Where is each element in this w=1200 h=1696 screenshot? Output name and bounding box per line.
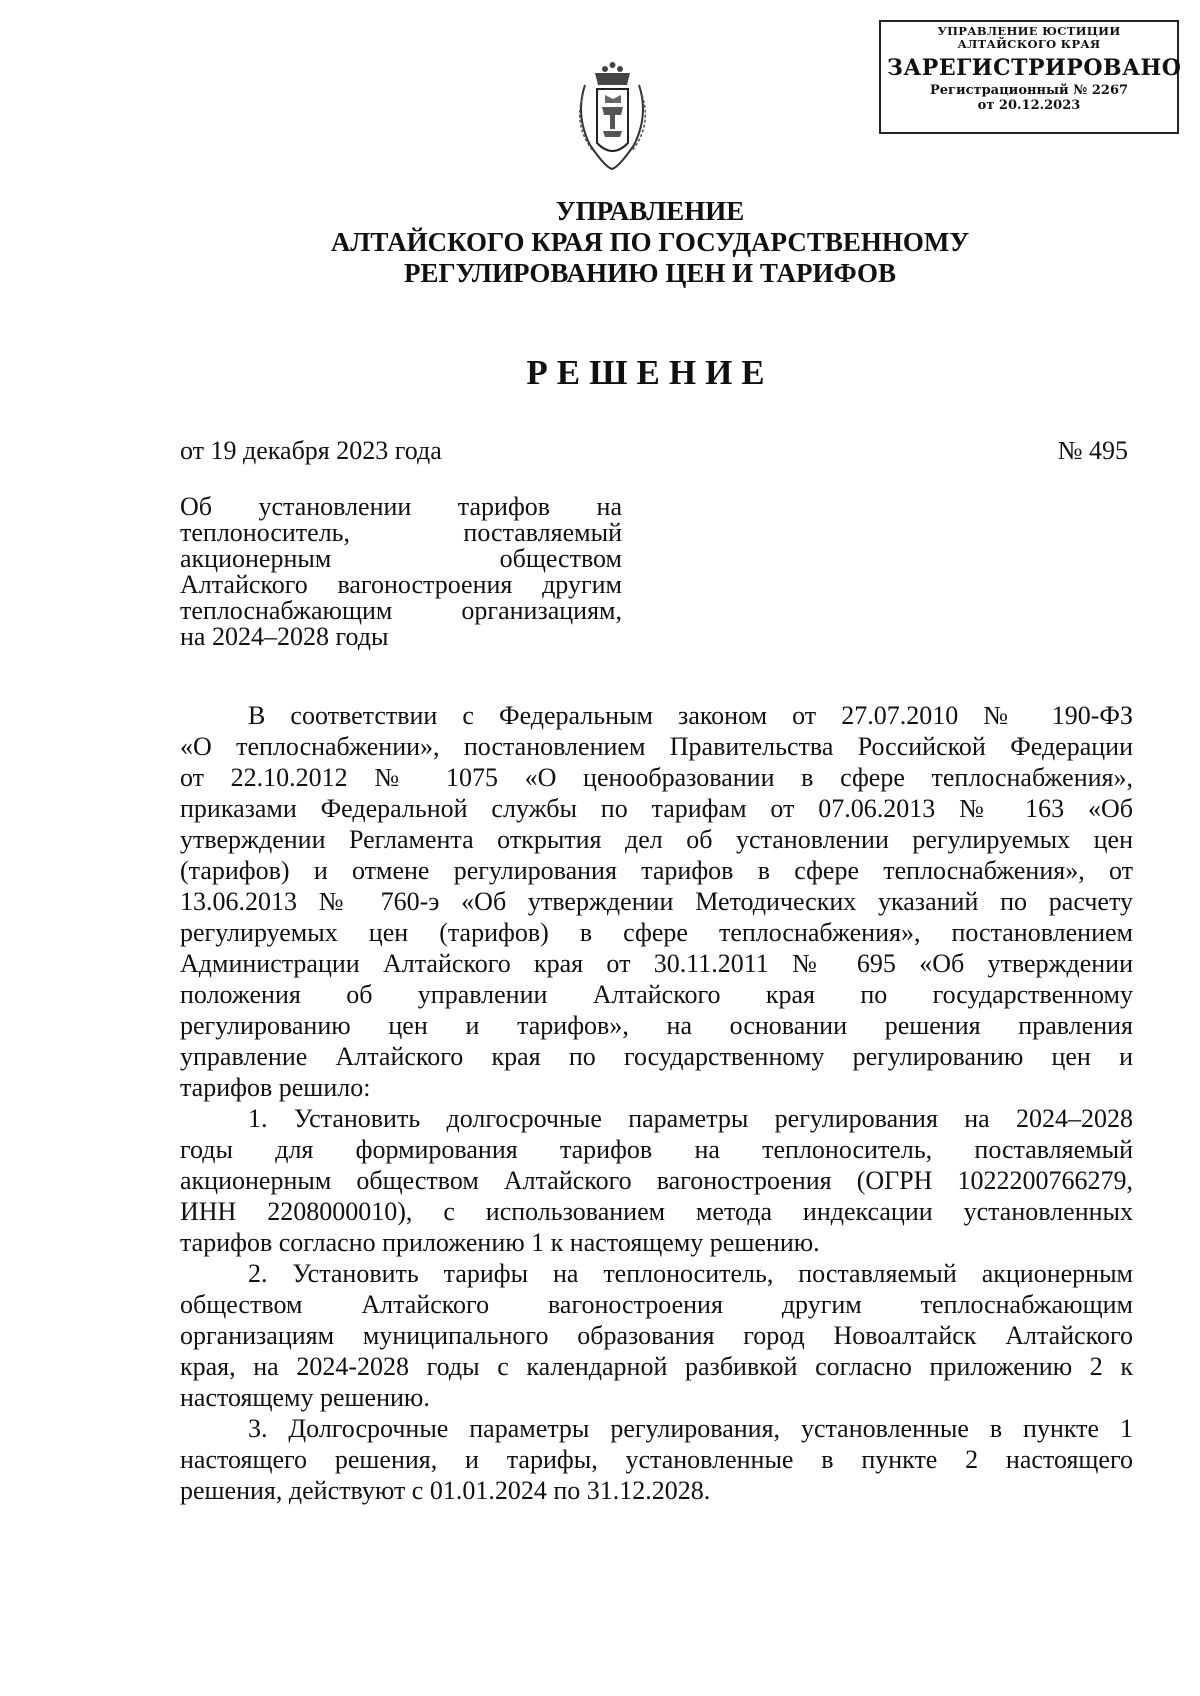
body-line: ИНН 2208000010), с использованием метода индексации установленных — [180, 1197, 1133, 1226]
body-line: настоящего решения, и тарифы, установленные в пункте 2 настоящего — [180, 1445, 1133, 1474]
document-type: РЕШЕНИЕ — [526, 353, 774, 392]
document-number: № 495 — [1057, 436, 1128, 465]
body-line: обществом Алтайского вагоностроения другим теплоснабжающим — [180, 1290, 1133, 1319]
document-date: от 19 декабря 2023 года — [180, 436, 442, 465]
stamp-agency-line1: УПРАВЛЕНИЕ ЮСТИЦИИ — [937, 24, 1121, 38]
body-line: регулируемых цен (тарифов) в сфере теплоснабжения», постановлением — [180, 918, 1133, 947]
subject-line: теплоноситель, поставляемый — [180, 518, 622, 547]
subject-line: Об установлении тарифов на — [180, 492, 622, 521]
document-subject — [180, 494, 622, 650]
body-line: приказами Федеральной службы по тарифам от 07.06.2013 № 163 «Об — [180, 794, 1133, 823]
body-line: утверждении Регламента открытия дел об установлении регулируемых цен — [180, 825, 1133, 854]
stamp-status: ЗАРЕГИСТРИРОВАНО — [887, 55, 1182, 81]
body-line: 3. Долгосрочные параметры регулирования, установленные в пункте 1 — [248, 1414, 1133, 1443]
subject-line: акционерным обществом — [180, 544, 622, 573]
body-line: тарифов решило: — [180, 1073, 371, 1102]
body-line: от 22.10.2012 № 1075 «О ценообразовании в сфере теплоснабжения», — [180, 763, 1133, 792]
subject-line: теплоснабжающим организациям, — [180, 596, 622, 625]
subject-line: Алтайского вагоностроения другим — [180, 570, 622, 599]
body-line: «О теплоснабжении», постановлением Правительства Российской Федерации — [180, 732, 1133, 761]
document-body — [180, 700, 1133, 1506]
agency-title-line3: РЕГУЛИРОВАНИЮ ЦЕН И ТАРИФОВ — [403, 258, 897, 288]
body-line: В соответствии с Федеральным законом от 27.07.2010 № 190-ФЗ — [248, 701, 1133, 730]
body-line: настоящему решению. — [180, 1383, 430, 1412]
agency-title-line1: УПРАВЛЕНИЕ — [555, 196, 745, 226]
body-line: управление Алтайского края по государственному регулированию цен и — [180, 1042, 1133, 1071]
body-line: Администрации Алтайского края от 30.11.2011 № 695 «Об утверждении — [180, 949, 1133, 978]
body-line: края, на 2024-2028 годы с календарной разбивкой согласно приложению 2 к — [180, 1352, 1133, 1381]
subject-line: на 2024–2028 годы — [180, 622, 389, 651]
body-line: регулированию цен и тарифов», на основании решения правления — [180, 1011, 1133, 1040]
body-line: 2. Установить тарифы на теплоноситель, поставляемый акционерным — [248, 1259, 1133, 1288]
body-line: организациям муниципального образования город Новоалтайск Алтайского — [180, 1321, 1133, 1350]
body-line: 13.06.2013 № 760-э «Об утверждении Методических указаний по расчету — [180, 887, 1133, 916]
body-line: акционерным обществом Алтайского вагоностроения (ОГРН 1022200766279, — [180, 1166, 1133, 1195]
stamp-reg-number: Регистрационный № 2267 — [929, 83, 1129, 98]
stamp-reg-date: от 20.12.2023 — [977, 98, 1081, 113]
body-line: годы для формирования тарифов на теплоноситель, поставляемый — [180, 1135, 1133, 1164]
coat-of-arms-icon — [565, 55, 660, 175]
registration-stamp — [879, 20, 1182, 134]
body-line: (тарифов) и отмене регулирования тарифов в сфере теплоснабжения», от — [180, 856, 1133, 885]
stamp-agency-line2: АЛТАЙСКОГО КРАЯ — [957, 37, 1101, 51]
agency-title-line2: АЛТАЙСКОГО КРАЯ ПО ГОСУДАРСТВЕННОМУ — [330, 227, 970, 257]
body-line: положения об управлении Алтайского края по государственному — [180, 980, 1133, 1009]
agency-title — [150, 196, 1150, 289]
body-line: решения, действуют с 01.01.2024 по 31.12.2028. — [180, 1476, 711, 1505]
body-line: 1. Установить долгосрочные параметры регулирования на 2024–2028 — [248, 1104, 1133, 1133]
body-line: тарифов согласно приложению 1 к настоящему решению. — [180, 1228, 820, 1257]
